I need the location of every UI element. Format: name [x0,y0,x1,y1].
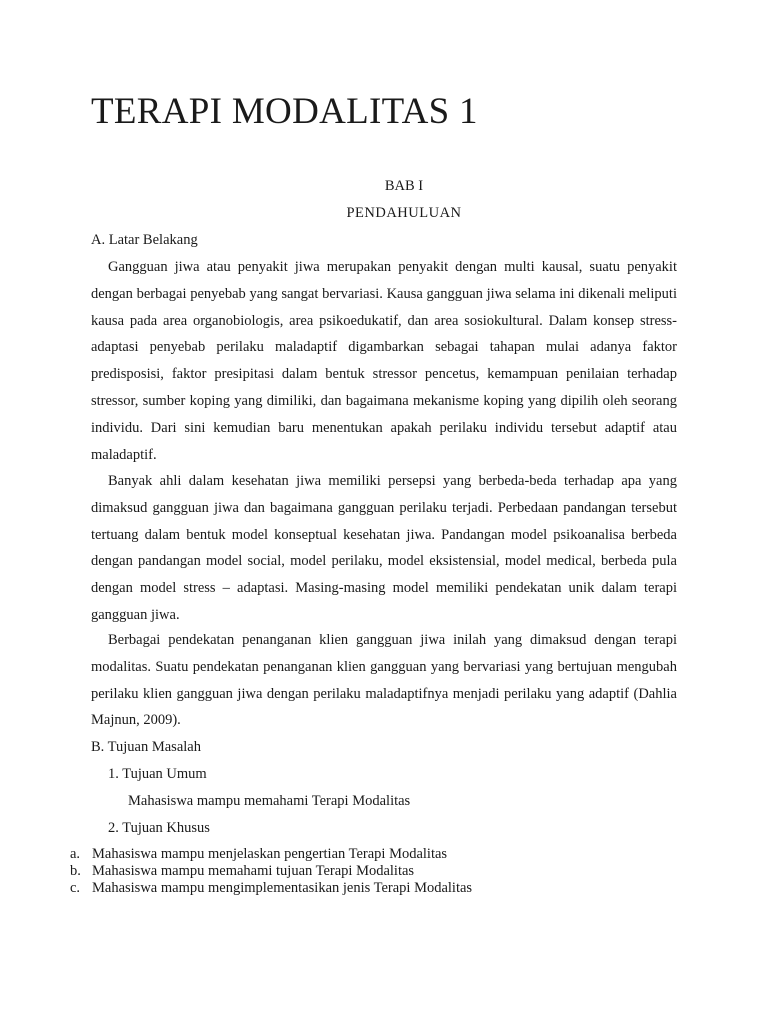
list-item-text: Mahasiswa mampu memahami tujuan Terapi Modalitas [92,863,415,879]
document-title: TERAPI MODALITAS 1 [91,91,478,132]
subheading-tujuan-umum: 1. Tujuan Umum [108,766,207,782]
list-marker: b. [70,863,81,879]
paragraph: Banyak ahli dalam kesehatan jiwa memiliki persepsi yang berbeda-beda terhadap apa yang dimaksud gangguan jiwa dan bagaimana gangguan perilaku terjadi. Perbedaan pandangan tersebut tertuang dalam bentuk model konseptual kesehatan jiwa. Pandangan model psikoanalisa berbeda dengan pandangan model social, model perilaku, model eksistensial, model medical, berbeda pula dengan model stress – adaptasi. Masing-masing model memiliki pendekatan unik dalam terapi gangguan jiwa. [91,473,677,623]
list-item [70,880,472,897]
subheading-tujuan-khusus: 2. Tujuan Khusus [108,820,210,836]
list-item [70,846,472,863]
chapter-number: BAB I [384,178,424,194]
paragraph: Gangguan jiwa atau penyakit jiwa merupakan penyakit dengan multi kausal, suatu penyakit dengan berbagai penyebab yang sangat bervariasi. Kausa gangguan jiwa selama ini dikenali meliputi kausa pada area organobiologis, area psikoedukatif, dan area sosiokultural. Dalam konsep stress-adaptasi penyebab perilaku maladaptif digambarkan sebagai tahapan mulai adanya faktor predisposisi, faktor presipitasi dalam bentuk stressor pencetus, kemampuan penilaian terhadap stressor, sumber koping yang dimiliki, dan bagaimana mekanisme koping yang dipilih oleh seorang individu. Dari sini kemudian baru menentukan apakah perilaku individu tersebut adaptif atau maladaptif. [91,259,677,463]
list-item-text: Mahasiswa mampu mengimplementasikan jenis Terapi Modalitas [92,880,473,896]
list-marker: a. [70,846,81,862]
list-marker: c. [70,880,81,896]
list-item [70,863,472,880]
list-item-text: Mahasiswa mampu menjelaskan pengertian Terapi Modalitas [92,846,448,862]
paragraph: Berbagai pendekatan penanganan klien gangguan jiwa inilah yang dimaksud dengan terapi modalitas. Suatu pendekatan penanganan klien gangguan yang bervariasi yang bertujuan mengubah perilaku klien gangguan jiwa dengan perilaku maladaptifnya menjadi perilaku yang adaptif (Dahlia Majnun, 2009). [91,632,677,729]
section-heading-tujuan-masalah: B. Tujuan Masalah [91,739,201,755]
tujuan-umum-text: Mahasiswa mampu memahami Terapi Modalitas [128,793,411,809]
tujuan-khusus-list [70,846,472,897]
section-heading-latar-belakang: A. Latar Belakang [91,232,198,248]
chapter-title: PENDAHULUAN [346,205,462,221]
